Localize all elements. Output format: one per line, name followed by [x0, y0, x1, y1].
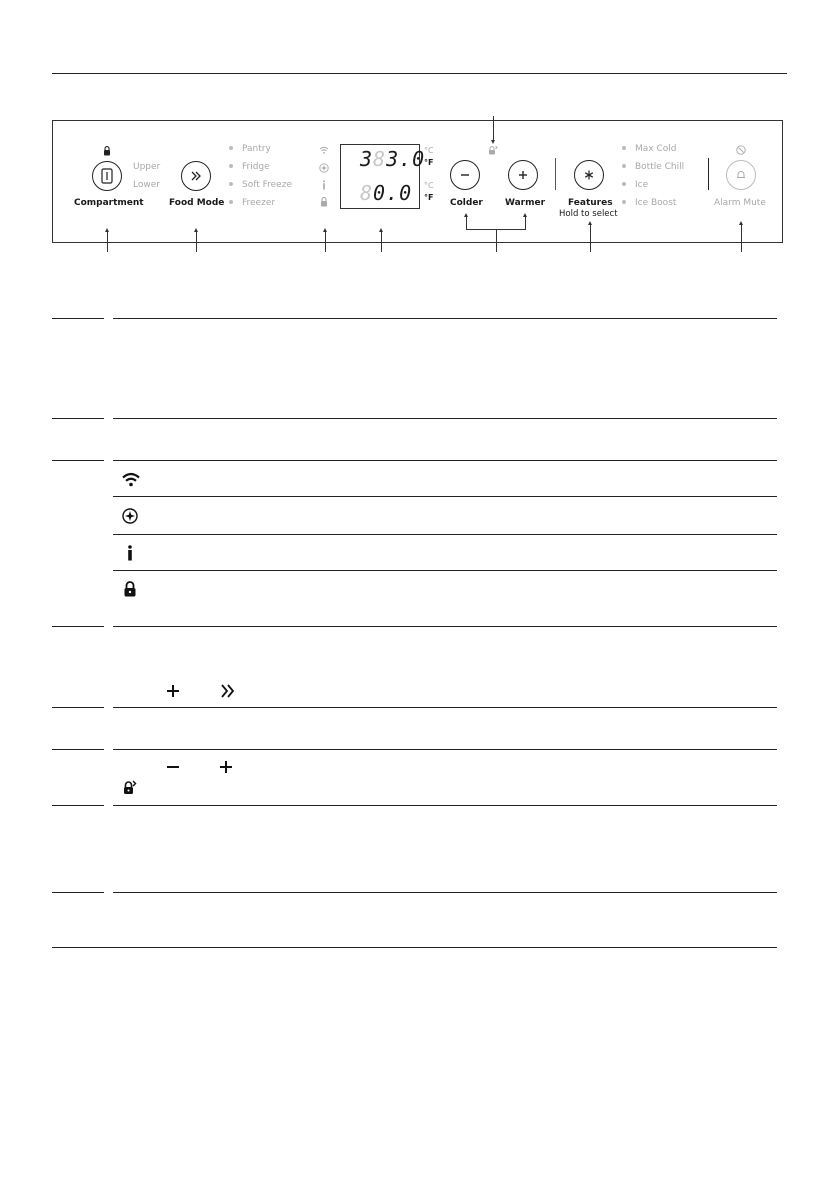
compartment-label: Compartment [74, 198, 144, 208]
callout-alarm-mute [741, 224, 742, 252]
table-rule-8-left [52, 707, 104, 708]
sabbath-icon [319, 163, 329, 173]
callout-warmer [525, 216, 526, 230]
compartment-button[interactable] [92, 161, 122, 191]
lower-reading-value: 0.0 [373, 181, 413, 205]
header-rule [52, 73, 787, 74]
callout-arrow-display [379, 228, 383, 232]
table-rule-6 [113, 570, 777, 571]
food-mode-label: Food Mode [169, 198, 225, 208]
callout-arrow-colder [464, 213, 468, 217]
callout-colder [466, 216, 467, 230]
table-rule-5 [113, 534, 777, 535]
star-icon [583, 169, 595, 181]
alarm-mute-label: Alarm Mute [714, 198, 766, 208]
table-rule-11 [113, 892, 777, 893]
feature-option-max-cold: Max Cold [622, 144, 676, 154]
child-lock-icon [488, 145, 498, 155]
lock-icon [103, 146, 111, 156]
callout-arrow-alarm-mute [739, 221, 743, 225]
table-rule-8 [113, 707, 777, 708]
warmer-button[interactable] [508, 160, 538, 190]
callout-food-mode [196, 231, 197, 252]
table-rule-10 [113, 805, 777, 806]
callout-indicators [325, 231, 326, 252]
food-mode-option-freezer: Freezer [229, 198, 275, 208]
compartment-option-upper: Upper [133, 162, 161, 172]
minus-icon [165, 759, 181, 775]
table-rule-top-left [52, 318, 104, 319]
info-icon [322, 180, 326, 190]
plus-icon [218, 759, 234, 775]
table-rule-9-left [52, 749, 104, 750]
lower-temperature-reading [360, 181, 412, 205]
table-rule-7 [113, 626, 777, 627]
plus-icon [165, 683, 181, 699]
features-label: Features [568, 198, 613, 208]
callout-arrow-indicators [323, 228, 327, 232]
minus-icon [459, 169, 471, 181]
colder-label: Colder [450, 198, 483, 208]
lock-icon [123, 581, 137, 597]
callout-arrow-food-mode [194, 228, 198, 232]
plus-icon [517, 169, 529, 181]
alarm-mute-button[interactable] [726, 160, 756, 190]
table-rule-10-left [52, 805, 104, 806]
info-icon [127, 545, 133, 561]
warmer-label: Warmer [505, 198, 546, 208]
double-chevron-right-icon [220, 683, 236, 699]
mute-indicator-icon [736, 145, 746, 155]
callout-temp-adjust [496, 229, 497, 252]
wifi-icon [319, 146, 329, 154]
sabbath-icon [122, 508, 138, 524]
food-mode-option-pantry: Pantry [229, 144, 271, 154]
upper-reading-ghost-digit: 8 [373, 147, 387, 171]
callout-display [381, 231, 382, 252]
table-rule-2 [113, 418, 777, 419]
feature-option-bottle-chill: Bottle Chill [622, 162, 684, 172]
features-sublabel: Hold to select [559, 209, 618, 219]
upper-unit-fahrenheit: °F [424, 158, 434, 167]
lower-unit-fahrenheit: °F [424, 193, 434, 202]
panel-divider [555, 158, 556, 190]
table-rule-4 [113, 496, 777, 497]
food-mode-option-fridge: Fridge [229, 162, 270, 172]
panel-divider-2 [708, 158, 709, 190]
callout-arrow-compartment [105, 228, 109, 232]
upper-unit-celsius: °C [424, 146, 434, 155]
bell-icon [735, 169, 747, 181]
feature-option-ice: Ice [622, 180, 648, 190]
table-rule-11-left [52, 892, 104, 893]
table-rule-3 [113, 460, 777, 461]
upper-reading-value: 3.0 [386, 147, 426, 171]
table-rule-7-left [52, 626, 104, 627]
food-mode-option-soft-freeze: Soft Freeze [229, 180, 292, 190]
lower-unit-celsius: °C [424, 181, 434, 190]
callout-arrow-warmer [523, 213, 527, 217]
callout-compartment [107, 231, 108, 252]
double-chevron-right-icon [190, 170, 202, 182]
callout-arrow-features [588, 221, 592, 225]
table-rule-bottom [52, 947, 777, 948]
compartment-option-lower: Lower [133, 180, 160, 190]
table-rule-9 [113, 749, 777, 750]
table-rule-2-left [52, 418, 104, 419]
table-rule-top [113, 318, 777, 319]
fridge-icon [101, 168, 113, 184]
wifi-icon [121, 472, 141, 487]
lower-reading-leading-digit: 8 [360, 181, 374, 205]
table-rule-3-left [52, 460, 104, 461]
lock-icon [320, 197, 328, 207]
callout-features [590, 224, 591, 252]
features-button[interactable] [574, 160, 604, 190]
feature-option-ice-boost: Ice Boost [622, 198, 676, 208]
upper-reading-leading-digit: 3 [360, 147, 374, 171]
colder-button[interactable] [450, 160, 480, 190]
child-lock-icon [122, 779, 138, 795]
food-mode-button[interactable] [181, 161, 211, 191]
upper-temperature-reading [360, 147, 425, 171]
